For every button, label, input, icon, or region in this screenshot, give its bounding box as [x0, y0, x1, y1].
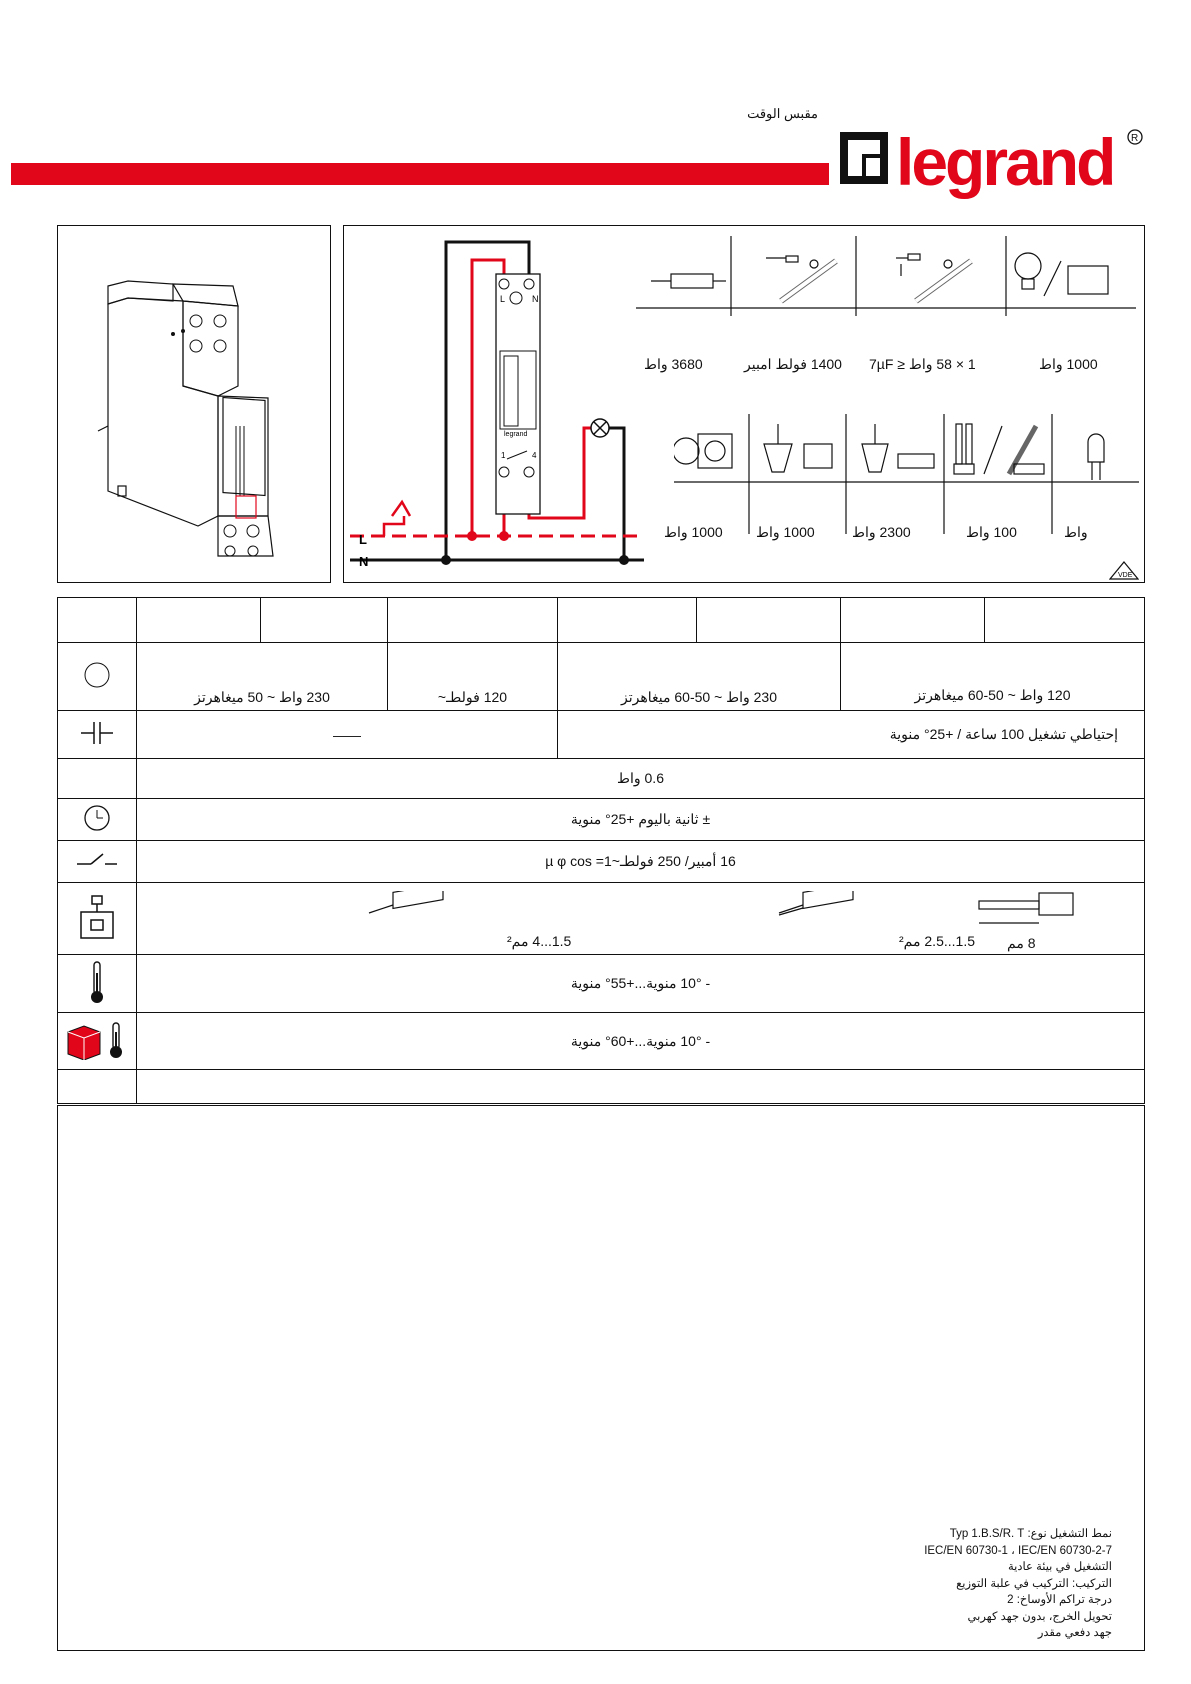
supply-value-4: 120 واط ~ 50-60 ميغاهرتز — [841, 643, 1145, 711]
consumption-value: 0.6 واط — [137, 759, 1145, 799]
load-compensated-value: 1 × 58 واط ≤ 7µF — [869, 356, 976, 372]
terminal-4-label: 4 — [532, 451, 537, 460]
device-brand-label: legrand — [504, 431, 528, 438]
neutral-label: N — [359, 554, 369, 569]
svg-text:R: R — [1131, 133, 1139, 144]
flexible-cable-icon — [777, 891, 867, 921]
flexible-section-value: 1.5...2.5 مم² — [899, 933, 975, 949]
operating-temp-value: - 10° منوية...+55° منوية — [137, 955, 1145, 1013]
supply-value-2: 120 فولطـ~ — [388, 643, 558, 711]
capacitor-icon — [77, 718, 117, 748]
terminal-1-label: 1 — [501, 451, 506, 460]
header-red-bar — [11, 163, 829, 185]
load-incandescent-value: 1000 واط — [1039, 356, 1098, 372]
load-led-value: واط — [1064, 524, 1088, 540]
line-label: L — [359, 532, 367, 547]
thermometer-icon — [87, 959, 107, 1005]
svg-text:VDE: VDE — [1118, 572, 1133, 579]
standard-line: IEC/EN 60730-1 ، IEC/EN 60730-2-7 — [924, 1544, 1112, 1557]
supply-circle-icon — [82, 660, 112, 690]
legrand-logo — [840, 128, 1145, 206]
switch-contact-icon — [75, 850, 119, 870]
specifications-table — [57, 597, 1145, 1104]
clock-icon — [82, 803, 112, 833]
standard-line: نمط التشغيل نوع: Typ 1.B.S/R. T — [949, 1528, 1112, 1540]
reserve-none: —— — [137, 711, 558, 759]
storage-temp-value: - 10° منوية...+60° منوية — [137, 1013, 1145, 1070]
wiring-and-loads-panel — [343, 225, 1145, 583]
supply-value-3: 230 واط ~ 50-60 ميغاهرتز — [558, 643, 841, 711]
standard-line: جهد دفعي مقدر — [1037, 1627, 1112, 1639]
product-illustration — [57, 225, 331, 583]
product-title: مقبس الوقت — [747, 106, 818, 121]
load-halogen-electronic-value: 2300 واط — [852, 524, 911, 540]
standards-block — [890, 1526, 1112, 1642]
vde-mark-icon — [1109, 561, 1139, 581]
wiring-diagram — [344, 226, 644, 582]
strip-length-value: 8 مم — [1007, 935, 1036, 951]
rigid-cable-icon — [367, 891, 457, 921]
loads-top-icons — [636, 236, 1136, 316]
standard-line: درجة تراكم الأوساخ: 2 — [1007, 1594, 1112, 1606]
load-compact-fluorescent-value: 100 واط — [966, 524, 1017, 540]
rigid-section-value: 1.5...4 مم² — [507, 933, 572, 949]
load-dimmer-value: 1000 واط — [664, 524, 723, 540]
standard-line: التركيب: التركيب في علبة التوزيع — [956, 1577, 1112, 1590]
reserve-value: إحتياطي تشغيل 100 ساعة / +25° منوية — [558, 711, 1145, 759]
supply-value-1: 230 واط ~ 50 ميغاهرتز — [137, 643, 388, 711]
terminal-screw-icon — [75, 892, 119, 942]
contact-value: 16 أمبير/ 250 فولطـ~µ φ cos =1 — [137, 841, 1145, 883]
strip-length-icon — [977, 889, 1077, 929]
brand-wordmark: legrand — [896, 128, 1114, 199]
load-halogen-transformer-value: 1000 واط — [756, 524, 815, 540]
storage-thermometer-icon — [64, 1020, 130, 1060]
standard-line: تحويل الخرج، بدون جهد كهربي — [967, 1610, 1112, 1623]
accuracy-value: ± ثانية باليوم +25° منوية — [137, 799, 1145, 841]
standard-line: التشغيل في بيئة عادية — [1008, 1561, 1112, 1573]
terminal-n-label: N — [532, 294, 539, 304]
load-resistive-value: 3680 واط — [644, 356, 703, 372]
terminal-l-label: L — [500, 294, 506, 304]
load-fluorescent-value: 1400 فولط امبير — [744, 356, 842, 372]
loads-bottom-icons — [674, 414, 1139, 534]
